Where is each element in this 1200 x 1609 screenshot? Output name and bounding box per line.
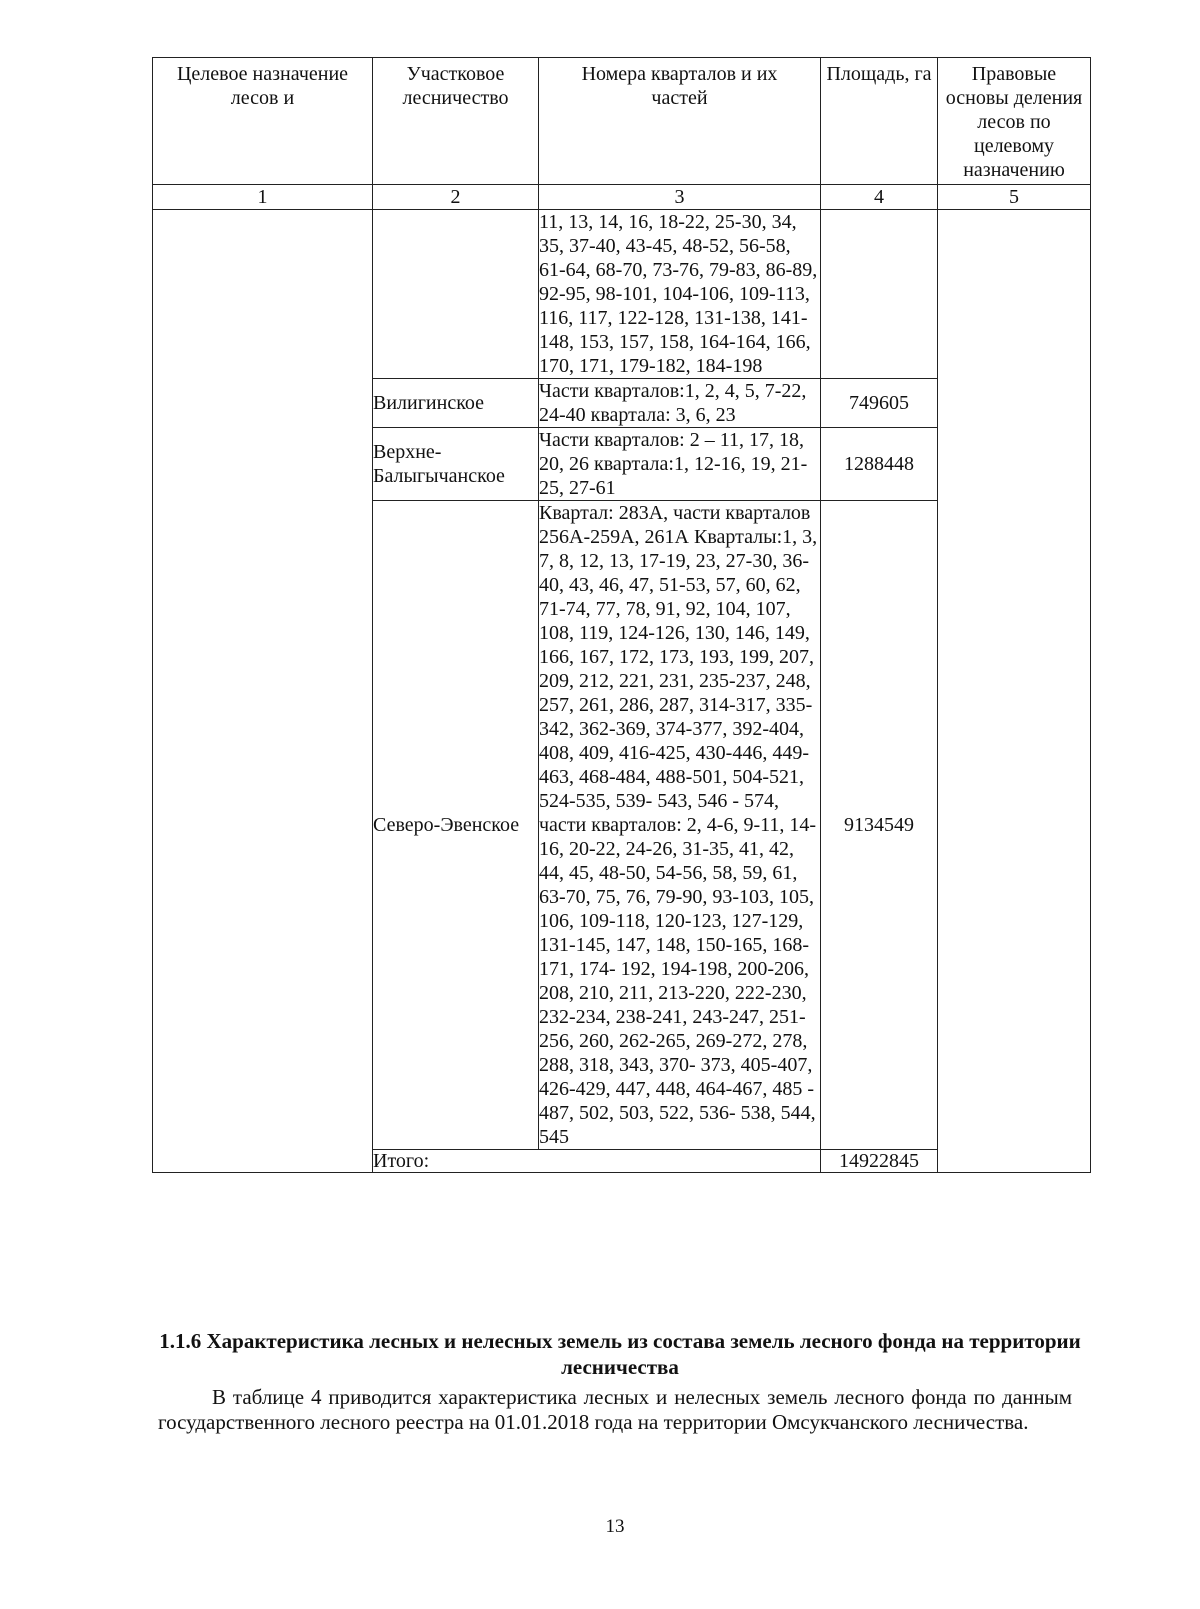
table-header-row [153, 58, 1091, 185]
header-legal-basis: Правовые основы деления лесов по целевому назначению [938, 58, 1091, 185]
forest-purpose-table [152, 57, 1091, 1173]
column-number: 3 [539, 185, 821, 210]
area-cell: 9134549 [821, 501, 938, 1150]
total-label: Итого: [373, 1150, 821, 1173]
column-number: 1 [153, 185, 373, 210]
column-number: 5 [938, 185, 1091, 210]
header-quarters: Номера кварталов и их частей [539, 58, 821, 185]
forestry-cell: Вилигинское [373, 379, 539, 428]
forestry-cell: Верхне-Балыгычанское [373, 428, 539, 501]
column-number: 4 [821, 185, 938, 210]
page-number: 13 [605, 1516, 625, 1537]
forestry-cell [373, 210, 539, 379]
area-cell: 749605 [821, 379, 938, 428]
header-area: Площадь, га [821, 58, 938, 185]
area-cell [821, 210, 938, 379]
section-title: 1.1.6 Характеристика лесных и нелесных земель из состава земель лесного фонда на территории лесничества [159, 1329, 1081, 1379]
area-cell: 1288448 [821, 428, 938, 501]
section-paragraph: В таблице 4 приводится характеристика лесных и нелесных земель лесного фонда по данным государственного лесного реестра на 01.01.2018 года на территории Омсукчанского лесничества. [158, 1385, 1072, 1434]
header-purpose: Целевое назначение лесов и [153, 58, 373, 185]
table-row [153, 210, 1091, 379]
forestry-cell: Северо-Эвенское [373, 501, 539, 1150]
quarters-cell: 11, 13, 14, 16, 18-22, 25-30, 34, 35, 37-40, 43-45, 48-52, 56-58, 61-64, 68-70, 73-76, 79-83, 86-89, 92-95, 98-101, 104-106, 109-113, 116, 117, 122-128, 131-138, 141-148, 153, 157, 158, 164-164, 166, 170, 171, 179-182, 184-198 [539, 210, 821, 379]
quarters-cell: Части кварталов:1, 2, 4, 5, 7-22, 24-40 квартала: 3, 6, 23 [539, 379, 821, 428]
legal-basis-cell [938, 210, 1091, 1173]
total-value: 14922845 [821, 1150, 938, 1173]
column-number-row [153, 185, 1091, 210]
column-number: 2 [373, 185, 539, 210]
header-forestry: Участковое лесничество [373, 58, 539, 185]
quarters-cell: Части кварталов: 2 – 11, 17, 18, 20, 26 квартала:1, 12-16, 19, 21-25, 27-61 [539, 428, 821, 501]
purpose-cell [153, 210, 373, 1173]
quarters-cell: Квартал: 283А, части кварталов 256А-259А, 261А Кварталы:1, 3, 7, 8, 12, 13, 17-19, 23, 27-30, 36-40, 43, 46, 47, 51-53, 57, 60, 62, 71-74, 77, 78, 91, 92, 104, 107, 108, 119, 124-126, 130, 146, 149, 166, 167, 172, 173, 193, 199, 207, 209, 212, 221, 231, 235-237, 248, 257, 261, 286, 287, 314-317, 335-342, 362-369, 374-377, 392-404, 408, 409, 416-425, 430-446, 449-463, 468-484, 488-501, 504-521, 524-535, 539- 543, 546 - 574, части кварталов: 2, 4-6, 9-11, 14-16, 20-22, 24-26, 31-35, 41, 42, 44, 45, 48-50, 54-56, 58, 59, 61, 63-70, 75, 76, 79-90, 93-103, 105, 106, 109-118, 120-123, 127-129, 131-145, 147, 148, 150-165, 168-171, 174- 192, 194-198, 200-206, 208, 210, 211, 213-220, 222-230, 232-234, 238-241, 243-247, 251-256, 260, 262-265, 269-272, 278, 288, 318, 343, 370- 373, 405-407, 426-429, 447, 448, 464-467, 485 - 487, 502, 503, 522, 536- 538, 544, 545 [539, 501, 821, 1150]
